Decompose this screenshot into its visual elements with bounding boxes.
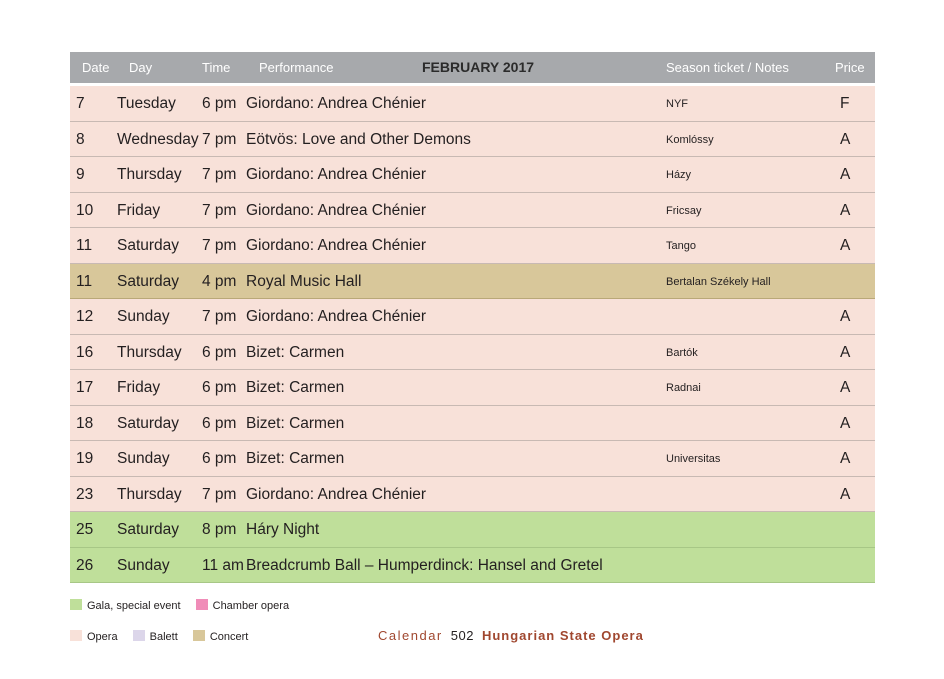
- row-day: Friday: [117, 379, 161, 396]
- row-performance: Bizet: Carmen: [246, 379, 345, 396]
- table-header: [70, 52, 875, 86]
- table-row: [70, 193, 875, 229]
- row-date: 10: [76, 201, 94, 219]
- row-day: Saturday: [117, 272, 180, 290]
- row-time: 6 pm: [202, 379, 237, 396]
- row-date: 19: [76, 450, 94, 467]
- row-performance: Bizet: Carmen: [246, 414, 345, 432]
- legend-opera-swatch: [70, 630, 82, 641]
- row-time: 6 pm: [202, 343, 237, 361]
- row-notes: Házy: [666, 169, 692, 181]
- legend-gala-swatch: [70, 599, 82, 610]
- row-time: 6 pm: [202, 450, 237, 467]
- table-row: [70, 122, 875, 158]
- header-month: FEBRUARY 2017: [422, 59, 535, 75]
- row-time: 7 pm: [202, 201, 237, 219]
- legend-chamber: [196, 600, 289, 612]
- row-date: 7: [76, 95, 85, 112]
- row-date: 25: [76, 521, 94, 538]
- row-time: 6 pm: [202, 95, 237, 112]
- row-performance: Breadcrumb Ball – Humperdinck: Hansel and Gretel: [246, 556, 603, 574]
- row-date: 12: [76, 308, 94, 325]
- row-price: A: [840, 308, 851, 325]
- row-date: 16: [76, 343, 94, 361]
- row-day: Thursday: [117, 343, 182, 361]
- row-price: A: [840, 166, 851, 183]
- row-time: 7 pm: [202, 308, 237, 325]
- table-row: [70, 370, 875, 406]
- legend-concert-swatch: [193, 630, 205, 641]
- row-date: 8: [76, 130, 85, 148]
- table-row: [70, 299, 875, 335]
- row-day: Wednesday: [117, 130, 199, 148]
- row-performance: Giordano: Andrea Chénier: [246, 201, 427, 219]
- row-day: Saturday: [117, 414, 180, 432]
- page-number: 502: [450, 628, 474, 643]
- row-time: 7 pm: [202, 485, 237, 503]
- header-time: Time: [202, 60, 231, 75]
- row-performance: Giordano: Andrea Chénier: [246, 95, 427, 112]
- row-day: Saturday: [117, 521, 180, 538]
- row-price: A: [840, 414, 851, 432]
- row-performance: Eötvös: Love and Other Demons: [246, 130, 471, 148]
- row-date: 23: [76, 485, 94, 503]
- table-row: [70, 512, 875, 548]
- row-price: A: [840, 343, 851, 361]
- row-price: A: [840, 379, 851, 396]
- row-notes: Bartók: [666, 346, 698, 359]
- row-date: 11: [76, 237, 93, 254]
- table-row: [70, 548, 875, 584]
- row-notes: Fricsay: [666, 204, 702, 217]
- legend-opera: [70, 631, 118, 643]
- header-price: Price: [835, 60, 865, 75]
- row-notes: NYF: [666, 98, 688, 110]
- row-time: 7 pm: [202, 237, 237, 254]
- table-row: [70, 264, 875, 300]
- row-time: 7 pm: [202, 166, 237, 183]
- row-time: 6 pm: [202, 414, 237, 432]
- header-day: Day: [129, 60, 153, 75]
- row-day: Friday: [117, 201, 161, 219]
- row-price: A: [840, 130, 851, 148]
- table-row: [70, 157, 875, 193]
- legend-ballet: [133, 631, 178, 643]
- calendar-table: [70, 52, 875, 583]
- legend-ballet-label: Balett: [149, 631, 178, 643]
- row-price: A: [840, 237, 851, 254]
- table-row: [70, 86, 875, 122]
- legend-chamber-swatch: [196, 599, 208, 610]
- table-row: [70, 441, 875, 477]
- table-row: [70, 228, 875, 264]
- legend-opera-label: Opera: [87, 631, 118, 643]
- legend-gala-label: Gala, special event: [87, 600, 181, 612]
- row-day: Sunday: [117, 308, 170, 325]
- footer-section: Calendar: [378, 628, 443, 643]
- footer-publisher: Hungarian State Opera: [481, 628, 644, 643]
- row-performance: Háry Night: [246, 521, 320, 538]
- row-date: 17: [76, 379, 94, 396]
- row-date: 11: [76, 272, 93, 290]
- row-price: A: [840, 485, 851, 503]
- row-day: Sunday: [117, 556, 170, 574]
- legend-concert-label: Concert: [209, 631, 249, 643]
- row-notes: Universitas: [666, 453, 721, 465]
- header-date: Date: [82, 60, 110, 75]
- header-notes: Season ticket / Notes: [666, 60, 789, 75]
- row-performance: Giordano: Andrea Chénier: [246, 308, 427, 325]
- row-performance: Giordano: Andrea Chénier: [246, 485, 427, 503]
- row-day: Tuesday: [117, 95, 176, 112]
- page-footer: [378, 628, 644, 643]
- legend-ballet-swatch: [133, 630, 145, 641]
- table-row: [70, 335, 875, 371]
- row-price: A: [840, 201, 851, 219]
- row-notes: Bertalan Székely Hall: [666, 275, 771, 288]
- row-notes: Tango: [666, 240, 696, 252]
- row-date: 9: [76, 166, 85, 183]
- legend-row-2: [70, 630, 260, 643]
- row-notes: Radnai: [666, 382, 701, 394]
- table-row: [70, 406, 875, 442]
- row-day: Thursday: [117, 485, 182, 503]
- row-day: Sunday: [117, 450, 170, 467]
- row-performance: Royal Music Hall: [246, 272, 362, 290]
- row-day: Saturday: [117, 237, 180, 254]
- table-row: [70, 477, 875, 513]
- row-date: 18: [76, 414, 94, 432]
- row-performance: Giordano: Andrea Chénier: [246, 166, 427, 183]
- row-performance: Bizet: Carmen: [246, 450, 345, 467]
- row-price: F: [840, 95, 850, 112]
- row-notes: Komlóssy: [666, 133, 714, 146]
- row-performance: Giordano: Andrea Chénier: [246, 237, 427, 254]
- table-body: [70, 86, 875, 583]
- legend-gala: [70, 600, 181, 612]
- legend-row-1: [70, 599, 301, 612]
- row-day: Thursday: [117, 166, 182, 183]
- legend-concert: [193, 631, 249, 643]
- row-date: 26: [76, 556, 94, 574]
- row-time: 8 pm: [202, 521, 237, 538]
- row-price: A: [840, 450, 851, 467]
- row-time: 4 pm: [202, 272, 237, 290]
- header-performance: Performance: [259, 60, 334, 75]
- row-time: 7 pm: [202, 130, 237, 148]
- row-performance: Bizet: Carmen: [246, 343, 345, 361]
- legend-chamber-label: Chamber opera: [212, 600, 290, 612]
- row-time: 11 am: [202, 556, 244, 574]
